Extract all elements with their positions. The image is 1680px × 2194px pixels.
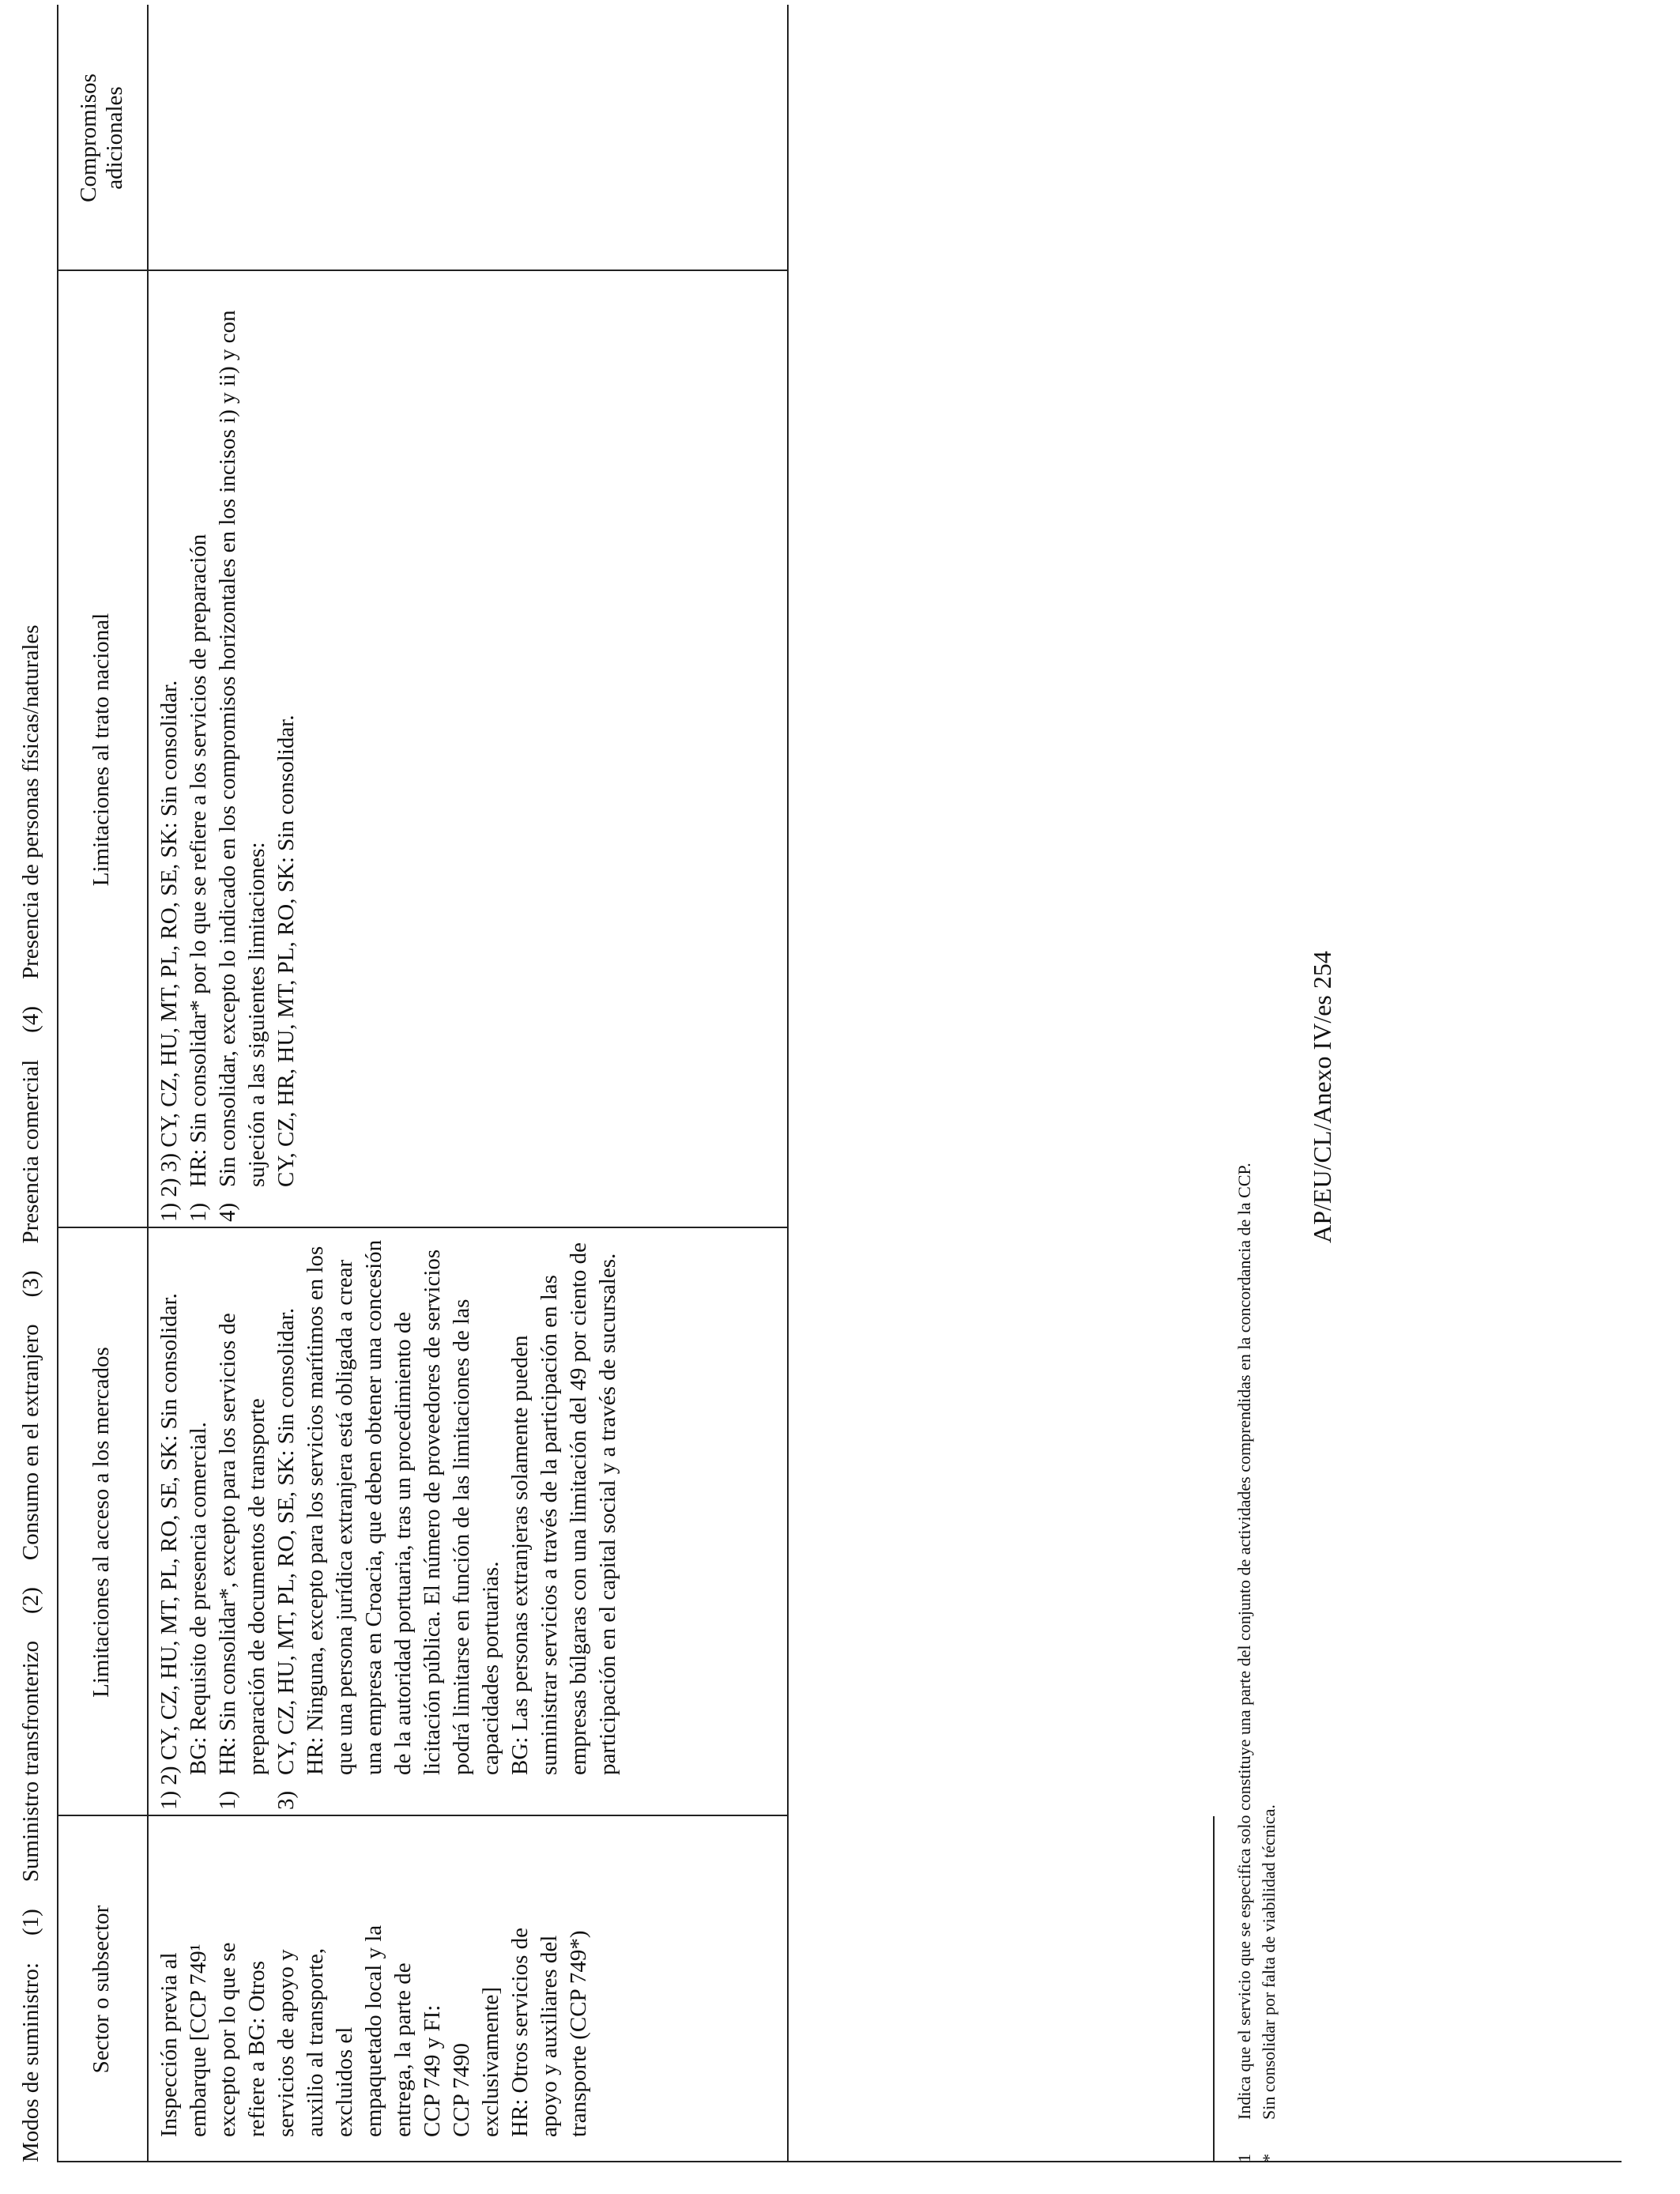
sector-line: Inspección previa al <box>156 1952 182 2137</box>
sector-cell <box>155 1821 593 2137</box>
mode-2-label: Consumo en el extranjero <box>17 1324 43 1561</box>
document-reference: AP/EU/CL/Anexo IV/es 254 <box>1308 951 1336 1243</box>
market-access-entry-number: 1) <box>215 1790 240 1810</box>
mode-1-number: (1) <box>17 1909 43 1936</box>
national-treatment-entry-text: 1) 2) 3) CY, CZ, HU, MT, PL, RO, SE, SK: Sin consolidar. <box>156 680 182 1222</box>
mode-2-number: (2) <box>17 1587 43 1614</box>
market-access-entry-text: BG: Requisito de presencia comercial. <box>186 1422 211 1775</box>
sector-line: excluidos el <box>332 2026 357 2137</box>
table-left-rule <box>57 2161 1622 2162</box>
footnote-separator <box>1213 1816 1215 2162</box>
column-rule-3 <box>57 270 787 271</box>
sector-line: servicios de apoyo y <box>273 1949 299 2137</box>
sector-line: CCP 7490 <box>449 2043 474 2137</box>
header-bottom-rule <box>147 5 149 2162</box>
market-access-entry-text: HR: Sin consolidar*, excepto para los servicios de preparación de documentos de transporte <box>215 1313 269 1775</box>
market-access-entry <box>506 1233 623 1810</box>
sector-line: embarque [CCP 749¹ <box>186 1943 211 2137</box>
footnote-1-marker: 1 <box>1234 2154 1254 2162</box>
mode-3-label: Presencia comercial <box>17 1059 43 1244</box>
market-access-entry <box>272 1233 301 1810</box>
footnote-1-text: Indica que el servicio que se especifica solo constituye una parte del conjunto de actividades comprendidas en la concordancia de la CCP. <box>1234 1163 1254 2120</box>
national-treatment-entry <box>184 277 213 1222</box>
sector-line: exclusivamente] <box>478 1986 503 2137</box>
footnote-1 <box>1234 1163 1255 2162</box>
header-national-treatment: Limitaciones al trato nacional <box>89 613 115 887</box>
column-rule-2 <box>57 1227 787 1228</box>
market-access-cell <box>155 1233 623 1810</box>
market-access-entry-text: HR: Ninguna, excepto para los servicios marítimos en los que una persona jurídica extranjera está obligada a crear una empresa en Croacia, que deben obtener una concesión de la autoridad portuaria, tras un procedimiento de licitación pública. El número de proveedores de servicios podrá limitarse en función de las limitaciones de las capacidades portuarias. <box>303 1239 503 1775</box>
national-treatment-entry <box>272 277 301 1222</box>
national-treatment-entry <box>155 277 184 1222</box>
market-access-entry-text: CY, CZ, HU, MT, PL, RO, SE, SK: Sin consolidar. <box>273 1307 299 1775</box>
national-treatment-entry-text: Sin consolidar, excepto lo indicado en los compromisos horizontales en los incisos i) y ii) y con sujeción a las siguientes limitaciones: <box>215 310 269 1187</box>
footnote-2 <box>1259 1804 1279 2162</box>
national-treatment-entry <box>213 277 272 1222</box>
footnote-2-text: Sin consolidar por falta de viabilidad técnica. <box>1259 1804 1279 2120</box>
market-access-entry-text: BG: Las personas extranjeras solamente pueden suministrar servicios a través de la participación en las empresas búlgaras con una limitación del 49 por ciento de participación en el capital social y a través de sucursales. <box>507 1242 620 1775</box>
column-rule-1 <box>57 1815 787 1816</box>
market-access-entry-number: 3) <box>273 1790 299 1810</box>
sector-line: transporte (CCP 749*) <box>566 1930 591 2137</box>
market-access-entry <box>184 1233 213 1810</box>
sector-line: CCP 749 y FI: <box>420 2004 445 2137</box>
market-access-entry-text: 1) 2) CY, CZ, HU, MT, PL, RO, SE, SK: Sin consolidar. <box>156 1293 182 1810</box>
market-access-entry <box>301 1233 506 1810</box>
mode-4-number: (4) <box>17 1005 43 1033</box>
sector-line: entrega, la parte de <box>390 1962 416 2137</box>
header-sector: Sector o subsector <box>89 1905 115 2074</box>
national-treatment-entry-text: HR: Sin consolidar* por lo que se refiere a los servicios de preparación <box>186 533 211 1187</box>
mode-4-label: Presencia de personas físicas/naturales <box>17 624 43 979</box>
sector-line: HR: Otros servicios de <box>507 1928 533 2137</box>
national-treatment-cell <box>155 277 301 1222</box>
national-treatment-entry-text: CY, CZ, HR, HU, MT, PL, RO, SK: Sin consolidar. <box>273 714 299 1187</box>
header-additional-commitments: Compromisos adicionales <box>75 74 127 202</box>
mode-3-number: (3) <box>17 1270 43 1298</box>
sector-line: excepto por lo que se <box>215 1942 240 2137</box>
table-bottom-rule <box>787 5 789 2162</box>
market-access-entry <box>155 1233 184 1810</box>
sector-line: refiere a BG: Otros <box>244 1960 269 2137</box>
sector-line: empaquetado local y la <box>361 1924 386 2137</box>
sector-line: auxilio al transporte, <box>303 1947 328 2137</box>
footnote-2-marker: * <box>1259 2154 1279 2162</box>
national-treatment-entry-number: 1) <box>186 1202 211 1222</box>
national-treatment-entry-number: 4) <box>215 1202 240 1222</box>
market-access-entry <box>213 1233 272 1810</box>
sector-line: apoyo y auxiliares del <box>537 1935 562 2137</box>
header-market-access: Limitaciones al acceso a los mercados <box>89 1347 115 1698</box>
mode-1-label: Suministro transfronterizo <box>17 1640 43 1883</box>
supply-modes-header <box>5 598 57 2162</box>
modes-label: Modos de suministro: <box>17 1962 43 2162</box>
